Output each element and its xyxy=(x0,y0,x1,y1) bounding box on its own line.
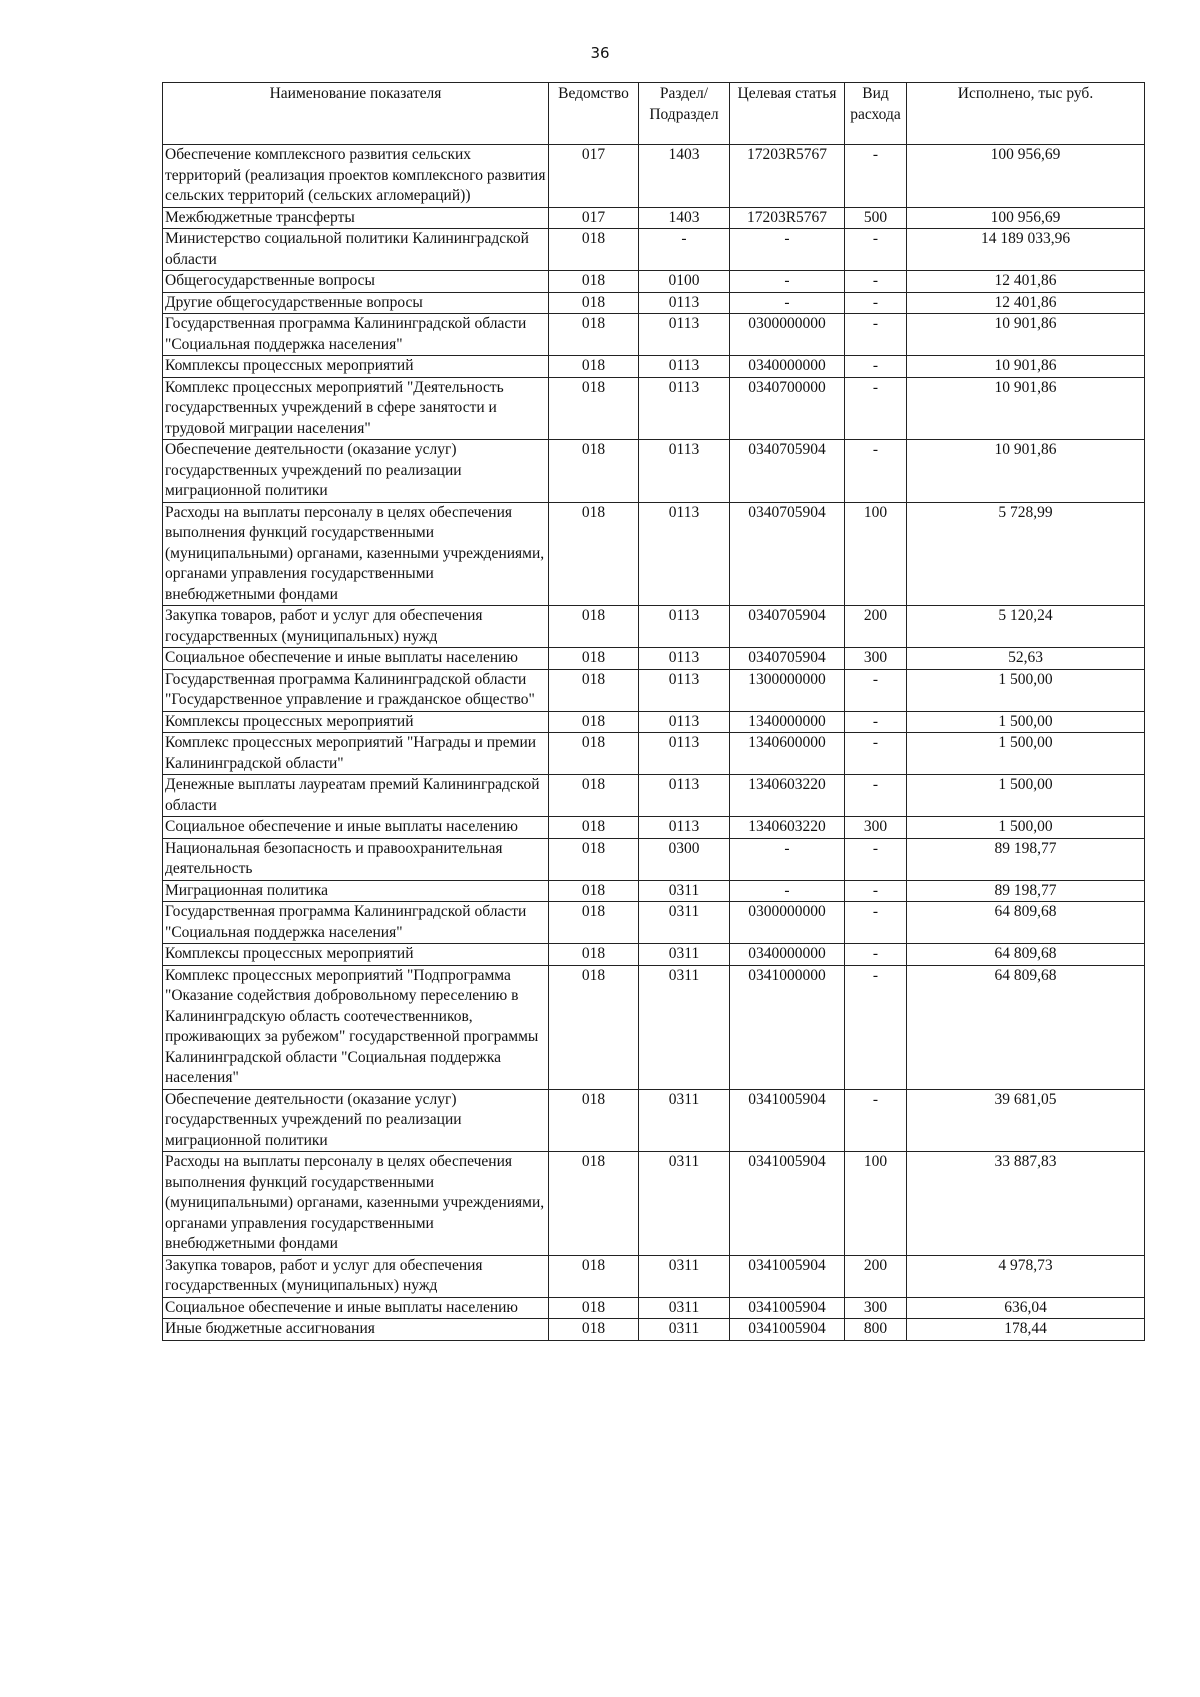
table-row xyxy=(163,648,1145,670)
cell-target-article: 1300000000 xyxy=(730,669,845,711)
cell-expense-type: - xyxy=(845,965,907,1089)
cell-target-article: - xyxy=(730,880,845,902)
table-row xyxy=(163,1089,1145,1152)
cell-executed-amount: 12 401,86 xyxy=(907,271,1145,293)
cell-expense-type: 300 xyxy=(845,1297,907,1319)
cell-executed-amount: 1 500,00 xyxy=(907,775,1145,817)
cell-target-article: 1340000000 xyxy=(730,711,845,733)
cell-indicator-name: Иные бюджетные ассигнования xyxy=(163,1319,549,1341)
cell-section: 0311 xyxy=(639,1152,730,1256)
cell-indicator-name: Закупка товаров, работ и услуг для обеспечения государственных (муниципальных) нужд xyxy=(163,606,549,648)
cell-department: 017 xyxy=(549,145,639,208)
cell-target-article: - xyxy=(730,271,845,293)
cell-indicator-name: Обеспечение деятельности (оказание услуг) государственных учреждений по реализации миграционной политики xyxy=(163,1089,549,1152)
cell-expense-type: 500 xyxy=(845,207,907,229)
cell-expense-type: - xyxy=(845,880,907,902)
table-body xyxy=(163,145,1145,1341)
budget-execution-table xyxy=(162,82,1145,1341)
table-row xyxy=(163,1255,1145,1297)
cell-expense-type: - xyxy=(845,711,907,733)
cell-executed-amount: 64 809,68 xyxy=(907,965,1145,1089)
table-row xyxy=(163,440,1145,503)
cell-section: 0100 xyxy=(639,271,730,293)
cell-target-article: 1340603220 xyxy=(730,775,845,817)
cell-executed-amount: 1 500,00 xyxy=(907,711,1145,733)
cell-indicator-name: Закупка товаров, работ и услуг для обеспечения государственных (муниципальных) нужд xyxy=(163,1255,549,1297)
cell-indicator-name: Национальная безопасность и правоохранительная деятельность xyxy=(163,838,549,880)
cell-department: 018 xyxy=(549,1089,639,1152)
cell-indicator-name: Комплекс процессных мероприятий "Деятельность государственных учреждений в сфере занятости и трудовой миграции населения" xyxy=(163,377,549,440)
cell-expense-type: 100 xyxy=(845,1152,907,1256)
table-row xyxy=(163,965,1145,1089)
cell-target-article: 1340603220 xyxy=(730,817,845,839)
cell-department: 018 xyxy=(549,271,639,293)
table-row xyxy=(163,1319,1145,1341)
cell-department: 018 xyxy=(549,880,639,902)
cell-section: 1403 xyxy=(639,145,730,208)
cell-target-article: 0300000000 xyxy=(730,902,845,944)
cell-indicator-name: Социальное обеспечение и иные выплаты населению xyxy=(163,1297,549,1319)
table-row xyxy=(163,502,1145,606)
cell-section: 0113 xyxy=(639,356,730,378)
cell-section: 0311 xyxy=(639,965,730,1089)
table-row xyxy=(163,1297,1145,1319)
cell-section: 0311 xyxy=(639,1319,730,1341)
table-row xyxy=(163,944,1145,966)
cell-indicator-name: Межбюджетные трансферты xyxy=(163,207,549,229)
table-row xyxy=(163,902,1145,944)
cell-indicator-name: Социальное обеспечение и иные выплаты населению xyxy=(163,817,549,839)
cell-target-article: 0340000000 xyxy=(730,356,845,378)
header-section: Раздел/ Подраздел xyxy=(639,83,730,145)
cell-executed-amount: 636,04 xyxy=(907,1297,1145,1319)
cell-expense-type: 300 xyxy=(845,817,907,839)
cell-expense-type: 300 xyxy=(845,648,907,670)
cell-target-article: 0340705904 xyxy=(730,648,845,670)
cell-section: 0113 xyxy=(639,669,730,711)
cell-target-article: 0341005904 xyxy=(730,1089,845,1152)
cell-expense-type: - xyxy=(845,229,907,271)
cell-section: 0113 xyxy=(639,733,730,775)
cell-section: 0311 xyxy=(639,880,730,902)
cell-indicator-name: Комплекс процессных мероприятий "Награды и премии Калининградской области" xyxy=(163,733,549,775)
table-header-row xyxy=(163,83,1145,145)
cell-indicator-name: Государственная программа Калининградской области "Социальная поддержка населения" xyxy=(163,902,549,944)
cell-department: 018 xyxy=(549,314,639,356)
cell-expense-type: - xyxy=(845,669,907,711)
cell-target-article: 0300000000 xyxy=(730,314,845,356)
cell-target-article: 0341005904 xyxy=(730,1319,845,1341)
cell-indicator-name: Обеспечение комплексного развития сельских территорий (реализация проектов комплексного развития сельских территорий (сельских агломераций)) xyxy=(163,145,549,208)
cell-executed-amount: 89 198,77 xyxy=(907,880,1145,902)
cell-executed-amount: 1 500,00 xyxy=(907,669,1145,711)
cell-department: 018 xyxy=(549,838,639,880)
cell-target-article: 0340000000 xyxy=(730,944,845,966)
cell-indicator-name: Расходы на выплаты персоналу в целях обеспечения выполнения функций государственными (муниципальными) органами, казенными учреждениями, органами управления государственными внебюджетными фондами xyxy=(163,502,549,606)
table-row xyxy=(163,880,1145,902)
table-row xyxy=(163,145,1145,208)
cell-department: 018 xyxy=(549,711,639,733)
cell-section: 0311 xyxy=(639,1255,730,1297)
table-row xyxy=(163,356,1145,378)
table-row xyxy=(163,817,1145,839)
cell-expense-type: - xyxy=(845,314,907,356)
cell-executed-amount: 64 809,68 xyxy=(907,902,1145,944)
cell-section: 0113 xyxy=(639,648,730,670)
cell-indicator-name: Министерство социальной политики Калининградской области xyxy=(163,229,549,271)
cell-executed-amount: 4 978,73 xyxy=(907,1255,1145,1297)
cell-expense-type: - xyxy=(845,775,907,817)
table-row xyxy=(163,669,1145,711)
cell-executed-amount: 5 120,24 xyxy=(907,606,1145,648)
cell-executed-amount: 5 728,99 xyxy=(907,502,1145,606)
cell-executed-amount: 1 500,00 xyxy=(907,817,1145,839)
cell-expense-type: 200 xyxy=(845,606,907,648)
cell-department: 018 xyxy=(549,1152,639,1256)
cell-section: 1403 xyxy=(639,207,730,229)
cell-expense-type: - xyxy=(845,377,907,440)
cell-section: 0311 xyxy=(639,902,730,944)
cell-expense-type: - xyxy=(845,733,907,775)
cell-indicator-name: Комплексы процессных мероприятий xyxy=(163,944,549,966)
cell-department: 018 xyxy=(549,1319,639,1341)
cell-target-article: 0340705904 xyxy=(730,502,845,606)
cell-indicator-name: Социальное обеспечение и иные выплаты населению xyxy=(163,648,549,670)
cell-indicator-name: Обеспечение деятельности (оказание услуг) государственных учреждений по реализации миграционной политики xyxy=(163,440,549,503)
cell-expense-type: - xyxy=(845,944,907,966)
cell-department: 018 xyxy=(549,502,639,606)
header-department: Ведомство xyxy=(549,83,639,145)
cell-expense-type: - xyxy=(845,1089,907,1152)
table-row xyxy=(163,1152,1145,1256)
cell-target-article: 0341005904 xyxy=(730,1152,845,1256)
cell-expense-type: 200 xyxy=(845,1255,907,1297)
table-row xyxy=(163,292,1145,314)
cell-expense-type: - xyxy=(845,838,907,880)
cell-expense-type: - xyxy=(845,145,907,208)
cell-section: 0311 xyxy=(639,944,730,966)
cell-section: 0311 xyxy=(639,1089,730,1152)
cell-executed-amount: 10 901,86 xyxy=(907,356,1145,378)
cell-department: 017 xyxy=(549,207,639,229)
cell-target-article: 0340705904 xyxy=(730,606,845,648)
table-row xyxy=(163,271,1145,293)
cell-executed-amount: 10 901,86 xyxy=(907,377,1145,440)
cell-target-article: - xyxy=(730,838,845,880)
cell-indicator-name: Комплексы процессных мероприятий xyxy=(163,356,549,378)
cell-department: 018 xyxy=(549,377,639,440)
cell-indicator-name: Миграционная политика xyxy=(163,880,549,902)
cell-indicator-name: Государственная программа Калининградской области "Государственное управление и гражданское общество" xyxy=(163,669,549,711)
cell-department: 018 xyxy=(549,356,639,378)
cell-indicator-name: Другие общегосударственные вопросы xyxy=(163,292,549,314)
cell-indicator-name: Государственная программа Калининградской области "Социальная поддержка населения" xyxy=(163,314,549,356)
cell-expense-type: 800 xyxy=(845,1319,907,1341)
header-indicator-name: Наименование показателя xyxy=(163,83,549,145)
cell-section: - xyxy=(639,229,730,271)
header-executed-amount: Исполнено, тыс руб. xyxy=(907,83,1145,145)
table-row xyxy=(163,377,1145,440)
cell-department: 018 xyxy=(549,902,639,944)
cell-expense-type: - xyxy=(845,292,907,314)
cell-department: 018 xyxy=(549,292,639,314)
cell-section: 0113 xyxy=(639,817,730,839)
header-expense-type: Вид расхода xyxy=(845,83,907,145)
cell-department: 018 xyxy=(549,965,639,1089)
cell-department: 018 xyxy=(549,1255,639,1297)
cell-indicator-name: Общегосударственные вопросы xyxy=(163,271,549,293)
cell-executed-amount: 10 901,86 xyxy=(907,440,1145,503)
cell-executed-amount: 1 500,00 xyxy=(907,733,1145,775)
cell-target-article: - xyxy=(730,292,845,314)
cell-section: 0300 xyxy=(639,838,730,880)
cell-executed-amount: 33 887,83 xyxy=(907,1152,1145,1256)
cell-indicator-name: Комплекс процессных мероприятий "Подпрограмма "Оказание содействия добровольному переселению в Калининградскую область соотечественников, проживающих за рубежом" государственной программы Калининградской области "Социальная поддержка населения" xyxy=(163,965,549,1089)
cell-executed-amount: 12 401,86 xyxy=(907,292,1145,314)
table-row xyxy=(163,207,1145,229)
cell-executed-amount: 64 809,68 xyxy=(907,944,1145,966)
cell-target-article: 0340705904 xyxy=(730,440,845,503)
cell-department: 018 xyxy=(549,1297,639,1319)
cell-section: 0113 xyxy=(639,377,730,440)
table-row xyxy=(163,711,1145,733)
cell-section: 0113 xyxy=(639,775,730,817)
cell-executed-amount: 100 956,69 xyxy=(907,207,1145,229)
cell-executed-amount: 100 956,69 xyxy=(907,145,1145,208)
cell-section: 0113 xyxy=(639,440,730,503)
cell-executed-amount: 89 198,77 xyxy=(907,838,1145,880)
cell-expense-type: - xyxy=(845,902,907,944)
cell-target-article: 0341005904 xyxy=(730,1255,845,1297)
cell-target-article: 0340700000 xyxy=(730,377,845,440)
cell-department: 018 xyxy=(549,606,639,648)
cell-target-article: 17203R5767 xyxy=(730,207,845,229)
cell-department: 018 xyxy=(549,440,639,503)
cell-indicator-name: Денежные выплаты лауреатам премий Калининградской области xyxy=(163,775,549,817)
cell-target-article: - xyxy=(730,229,845,271)
cell-target-article: 17203R5767 xyxy=(730,145,845,208)
cell-section: 0113 xyxy=(639,606,730,648)
cell-executed-amount: 39 681,05 xyxy=(907,1089,1145,1152)
cell-expense-type: - xyxy=(845,356,907,378)
cell-department: 018 xyxy=(549,229,639,271)
cell-expense-type: - xyxy=(845,271,907,293)
cell-department: 018 xyxy=(549,775,639,817)
page-number: 36 xyxy=(590,44,610,62)
cell-department: 018 xyxy=(549,817,639,839)
header-target-article: Целевая статья xyxy=(730,83,845,145)
cell-target-article: 0341000000 xyxy=(730,965,845,1089)
cell-department: 018 xyxy=(549,944,639,966)
cell-section: 0113 xyxy=(639,314,730,356)
cell-indicator-name: Расходы на выплаты персоналу в целях обеспечения выполнения функций государственными (муниципальными) органами, казенными учреждениями, органами управления государственными внебюджетными фондами xyxy=(163,1152,549,1256)
table-row xyxy=(163,606,1145,648)
cell-section: 0113 xyxy=(639,292,730,314)
cell-expense-type: - xyxy=(845,440,907,503)
cell-department: 018 xyxy=(549,648,639,670)
cell-executed-amount: 10 901,86 xyxy=(907,314,1145,356)
table-row xyxy=(163,775,1145,817)
cell-executed-amount: 178,44 xyxy=(907,1319,1145,1341)
table-row xyxy=(163,229,1145,271)
table-row xyxy=(163,733,1145,775)
cell-section: 0311 xyxy=(639,1297,730,1319)
cell-department: 018 xyxy=(549,669,639,711)
cell-target-article: 1340600000 xyxy=(730,733,845,775)
cell-executed-amount: 14 189 033,96 xyxy=(907,229,1145,271)
cell-section: 0113 xyxy=(639,502,730,606)
cell-target-article: 0341005904 xyxy=(730,1297,845,1319)
cell-section: 0113 xyxy=(639,711,730,733)
table-row xyxy=(163,838,1145,880)
cell-executed-amount: 52,63 xyxy=(907,648,1145,670)
cell-department: 018 xyxy=(549,733,639,775)
table-row xyxy=(163,314,1145,356)
cell-expense-type: 100 xyxy=(845,502,907,606)
cell-indicator-name: Комплексы процессных мероприятий xyxy=(163,711,549,733)
